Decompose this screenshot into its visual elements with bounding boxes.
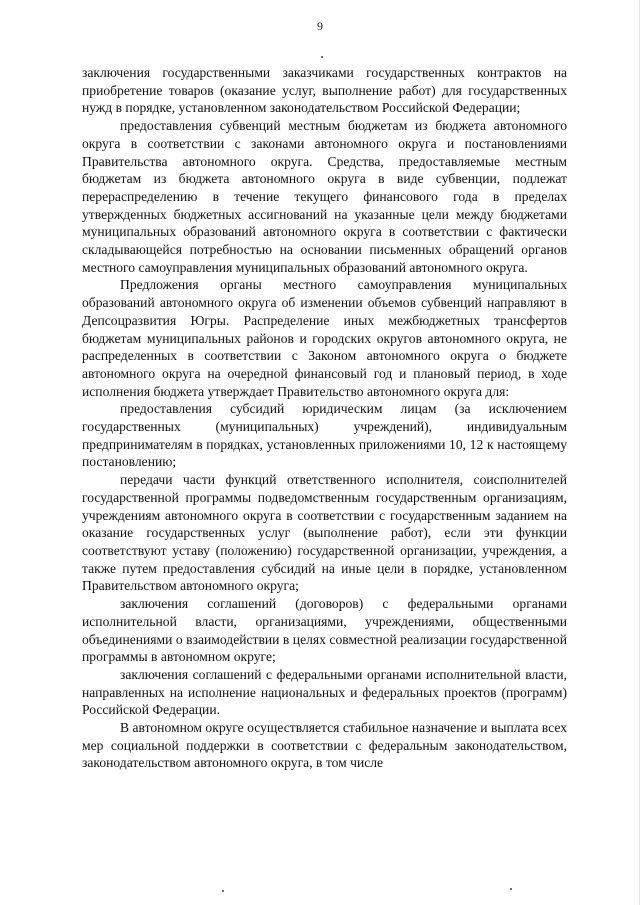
paragraph: заключения соглашений (договоров) с федеральными органами исполнительной власти, организациями, учреждениями, общественными объединениями о взаимодействии в целях совместной реализации государственной программы в автономном округе; [82,596,567,665]
paragraph: предоставления субвенций местным бюджетам из бюджета автономного округа в соответствии с законами автономного округа и постановлениями Правительства автономного округа. Средства, предоставляемые местным бюджетам из бюджета автономного округа в виде субвенции, подлежат перераспределению в течение текущего финансового года в пределах утвержденных бюджетных ассигнований на указанные цели между бюджетами муниципальных образований автономного округа в соответствии с фактически складывающейся потребностью на основании письменных обращений органов местного самоуправления муниципальных образований автономного округа. [82,118,567,275]
paragraph: предоставления субсидий юридическим лицам (за исключением государственных (муниципальных) учреждений), индивидуальным предпринимателям в порядках, установленных приложениями 10, 12 к настоящему постановлению; [82,401,567,470]
scan-speck [222,890,224,892]
paragraph: Предложения органы местного самоуправления муниципальных образований автономного округа об изменении объемов субвенций направляют в Депсоцразвития Югры. Распределение иных межбюджетных трансфертов бюджетам муниципальных районов и городских округов автономного округа, не распределенных в соответствии с Законом автономного округа о бюджете автономного округа на очередной финансовый год и плановый период, в ходе исполнения бюджета утверждает Правительство автономного округа для: [82,277,567,399]
paragraph: передачи части функций ответственного исполнителя, соисполнителей государственной программы подведомственным государственным организациям, учреждениям автономного округа в соответствии с государственным заданием на оказание государственных услуг (выполнение работ), если эти функции соответствуют уставу (положению) государственной организации, учреждения, а также путем предоставления субсидий на иные цели в порядке, установленном Правительством автономного округа; [82,472,567,594]
scan-speck [321,56,323,58]
paragraph: заключения соглашений с федеральными органами исполнительной власти, направленных на исполнение национальных и федеральных проектов (программ) Российской Федерации. [82,666,567,718]
paragraph: В автономном округе осуществляется стабильное назначение и выплата всех мер социальной поддержки в соответствии с федеральным законодательством, законодательством автономного округа, в том числе [82,720,567,771]
document-body [82,64,567,772]
page-number: 9 [317,19,323,33]
paragraph: заключения государственными заказчиками государственных контрактов на приобретение товаров (оказание услуг, выполнение работ) для государственных нужд в порядке, установленном законодательством Российской Федерации; [82,65,567,116]
scan-speck [510,888,512,890]
